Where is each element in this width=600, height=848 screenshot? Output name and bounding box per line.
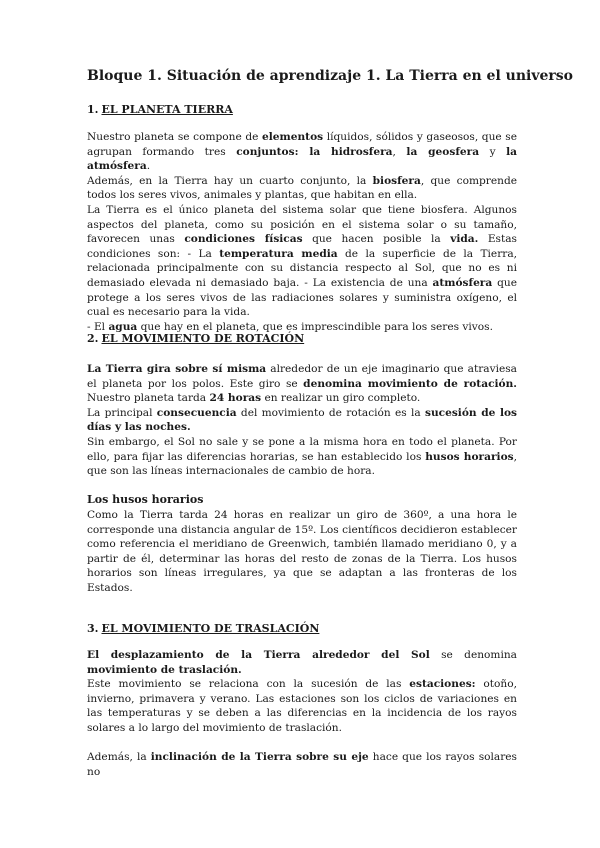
section-2-paragraph-2: Como la Tierra tarda 24 horas en realizar un giro de 360º, a una hora le corresponde una distancia angular de 15º. Los científicos decidieron establecer como referencia el meridiano de Greenwich, también llamado meridiano 0, y a partir de él, determinar las horas del resto de zonas de la Tierra. Los husos horarios son líneas irregulares, ya que se adaptan a las fronteras de los Estados. bbox=[87, 509, 517, 594]
section-number: 2. bbox=[87, 332, 99, 345]
section-number: 3. bbox=[87, 622, 99, 635]
section-2-paragraph-1: La Tierra gira sobre sí misma alrededor de un eje imaginario que atraviesa el planeta por los polos. Este giro se denomina movimiento de rotación. Nuestro planeta tarda 24 horas en realizar un giro completo. La principal consecuencia del movimiento de rotación es la sucesión de los días y las noches. Sin embargo, el Sol no sale y se pone a la misma hora en todo el planeta. Por ello, para fijar las diferencias horarias, se han establecido los husos horarios, que son las líneas internacionales de cambio de hora. bbox=[87, 363, 517, 478]
section-2-heading bbox=[87, 332, 304, 345]
section-title: EL MOVIMIENTO DE TRASLACIÓN bbox=[101, 622, 320, 635]
section-1-paragraph-1: Nuestro planeta se compone de elementos líquidos, sólidos y gaseosos, que se agrupan formando tres conjuntos: la hidrosfera, la geosfera y la atmósfera. Además, en la Tierra hay un cuarto conjunto, la biosfera, que comprende todos los seres vivos, animales y plantas, que habitan en ella. bbox=[87, 131, 517, 202]
section-3-paragraph-1: El desplazamiento de la Tierra alrededor del Sol se denomina movimiento de traslación. Este movimiento se relaciona con la sucesión de las estaciones: otoño, invierno, primavera y verano. Las estaciones son los ciclos de variaciones en las temperaturas y se deben a las diferencias en la incidencia de los rayos solares a lo largo del movimiento de traslación. bbox=[87, 649, 517, 734]
section-title: EL MOVIMIENTO DE ROTACIÓN bbox=[101, 332, 305, 345]
subsection-heading: Los husos horarios bbox=[87, 493, 204, 506]
section-1-paragraph-2: La Tierra es el único planeta del sistema solar que tiene biosfera. Algunos aspectos del planeta, como su posición en el sistema solar o su tamaño, favorecen unas condiciones físicas que hacen posible la vida. Estas condiciones son: - La temperatura media de la superficie de la Tierra, relacionada principalmente con su distancia respecto al Sol, que no es ni demasiado elevada ni demasiado baja. - La existencia de una atmósfera que protege a los seres vivos de las radiaciones solares y suministra oxígeno, el cual es necesario para la vida. - El agua que hay en el planeta, que es imprescindible para los seres vivos. bbox=[87, 204, 518, 333]
document-title: Bloque 1. Situación de aprendizaje 1. La Tierra en el universo bbox=[87, 68, 573, 84]
section-3-paragraph-2: Además, la inclinación de la Tierra sobre su eje hace que los rayos solares no bbox=[87, 751, 517, 778]
section-title: EL PLANETA TIERRA bbox=[101, 103, 233, 116]
section-1-heading bbox=[87, 103, 233, 116]
section-3-heading bbox=[87, 622, 319, 635]
section-number: 1. bbox=[87, 103, 99, 116]
